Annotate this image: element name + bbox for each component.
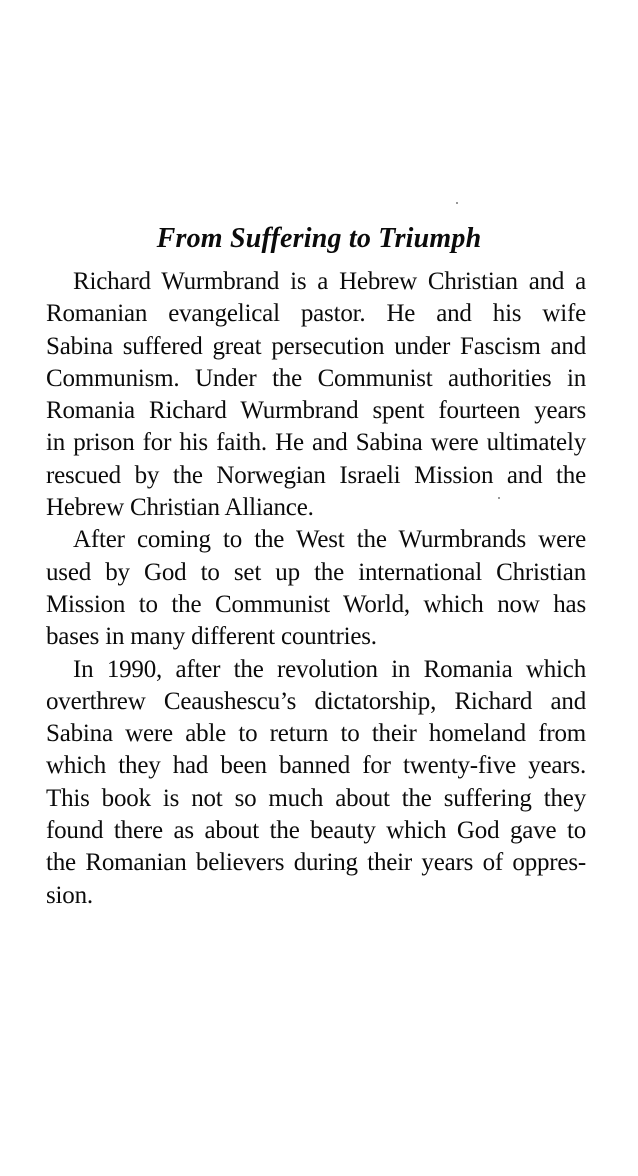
text-line: This book is not so much about the suffering they — [46, 784, 586, 812]
print-speck — [456, 202, 458, 204]
text-line: In 1990, after the revolution in Romania which — [73, 655, 586, 683]
text-line: Richard Wurmbrand is a Hebrew Christian and a — [73, 268, 586, 295]
text-line: rescued by the Norwegian Israeli Mission and the — [46, 461, 586, 489]
text-line: Romania Richard Wurmbrand spent fourteen years — [46, 397, 586, 425]
text-line: Hebrew Christian Alliance. — [46, 494, 314, 522]
text-line: Mission to the Communist World, which now has — [46, 590, 586, 618]
text-line: Sabina suffered great persecution under Fascism and — [46, 332, 586, 360]
text-line: the Romanian believers during their years of oppres- — [46, 849, 586, 877]
chapter-title: From Suffering to Triumph — [156, 223, 482, 254]
text-line: Sabina were able to return to their homeland from — [46, 720, 586, 748]
text-line: used by God to set up the international Christian — [46, 558, 586, 586]
text-line: sion. — [46, 881, 93, 909]
text-line: found there as about the beauty which God gave to — [46, 817, 586, 845]
text-line: Romanian evangelical pastor. He and his wife — [46, 300, 586, 328]
text-line: overthrew Ceaushescu’s dictatorship, Richard and — [46, 687, 586, 715]
text-line: in prison for his faith. He and Sabina were ultimately — [46, 429, 586, 457]
text-line: which they had been banned for twenty-five years. — [46, 752, 586, 780]
body-text — [46, 266, 586, 912]
text-line: After coming to the West the Wurmbrands were — [73, 526, 586, 554]
text-line: Communism. Under the Communist authorities in — [46, 364, 586, 392]
text-line: bases in many different countries. — [46, 623, 377, 651]
